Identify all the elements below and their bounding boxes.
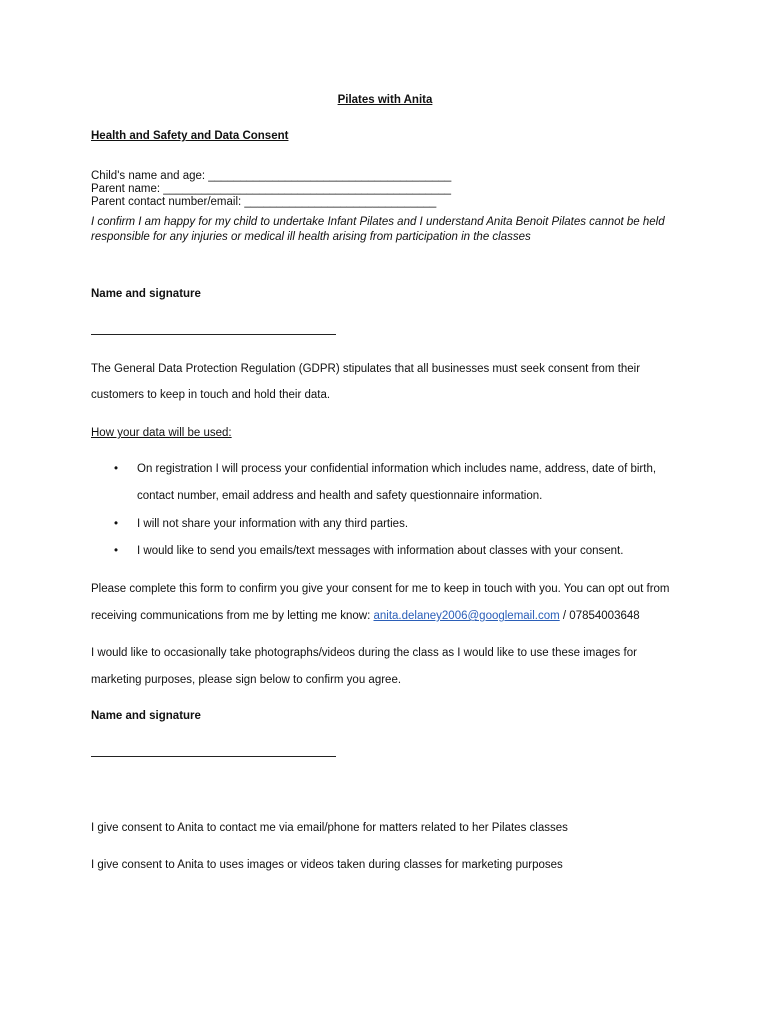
bullet-icon: •	[114, 518, 119, 530]
signature-line-2[interactable]	[91, 756, 336, 757]
signature-line-1[interactable]	[91, 334, 336, 335]
gdpr-paragraph-line-1: The General Data Protection Regulation (GDPR) stipulates that all businesses must seek consent from their	[91, 363, 641, 375]
consent-images-statement[interactable]: I give consent to Anita to uses images or videos taken during classes for marketing purposes	[91, 859, 563, 871]
document-title: Pilates with Anita	[337, 94, 433, 106]
parent-name-field[interactable]: Parent name: _____________________________________________	[91, 183, 452, 195]
complete-form-line-2	[91, 610, 640, 623]
complete-form-prefix: receiving communications from me by letting me know:	[91, 610, 374, 622]
photo-paragraph-line-2: marketing purposes, please sign below to confirm you agree.	[91, 674, 402, 686]
data-usage-heading: How your data will be used:	[91, 427, 232, 439]
bullet-no-sharing: I will not share your information with any third parties.	[137, 518, 409, 530]
child-name-age-field[interactable]: Child's name and age: ______________________________________	[91, 170, 452, 182]
gdpr-paragraph-line-2: customers to keep in touch and hold their data.	[91, 389, 331, 401]
consent-contact-statement[interactable]: I give consent to Anita to contact me via email/phone for matters related to her Pilates classes	[91, 822, 568, 834]
email-link[interactable]: anita.delaney2006@googlemail.com	[373, 610, 560, 622]
photo-paragraph-line-1: I would like to occasionally take photographs/videos during the class as I would like to use these images for	[91, 647, 637, 659]
bullet-registration-line-2: contact number, email address and health and safety questionnaire information.	[137, 490, 543, 502]
confirm-statement-line-1: I confirm I am happy for my child to undertake Infant Pilates and I understand Anita Benoit Pilates cannot be held	[91, 216, 665, 228]
bullet-emails-texts: I would like to send you emails/text messages with information about classes with your consent.	[137, 545, 624, 557]
phone-number: / 07854003648	[559, 610, 640, 622]
complete-form-line-1: Please complete this form to confirm you give your consent for me to keep in touch with you. You can opt out from	[91, 583, 670, 595]
bullet-icon: •	[114, 545, 119, 557]
bullet-icon: •	[114, 463, 119, 475]
document-subtitle: Health and Safety and Data Consent	[91, 130, 289, 142]
confirm-statement-line-2: responsible for any injuries or medical ill health arising from participation in the classes	[91, 231, 531, 243]
name-and-signature-label-2: Name and signature	[91, 710, 201, 722]
bullet-registration-line-1: On registration I will process your confidential information which includes name, address, date of birth,	[137, 463, 657, 475]
name-and-signature-label-1: Name and signature	[91, 288, 201, 300]
parent-contact-field[interactable]: Parent contact number/email: ______________________________	[91, 196, 437, 208]
